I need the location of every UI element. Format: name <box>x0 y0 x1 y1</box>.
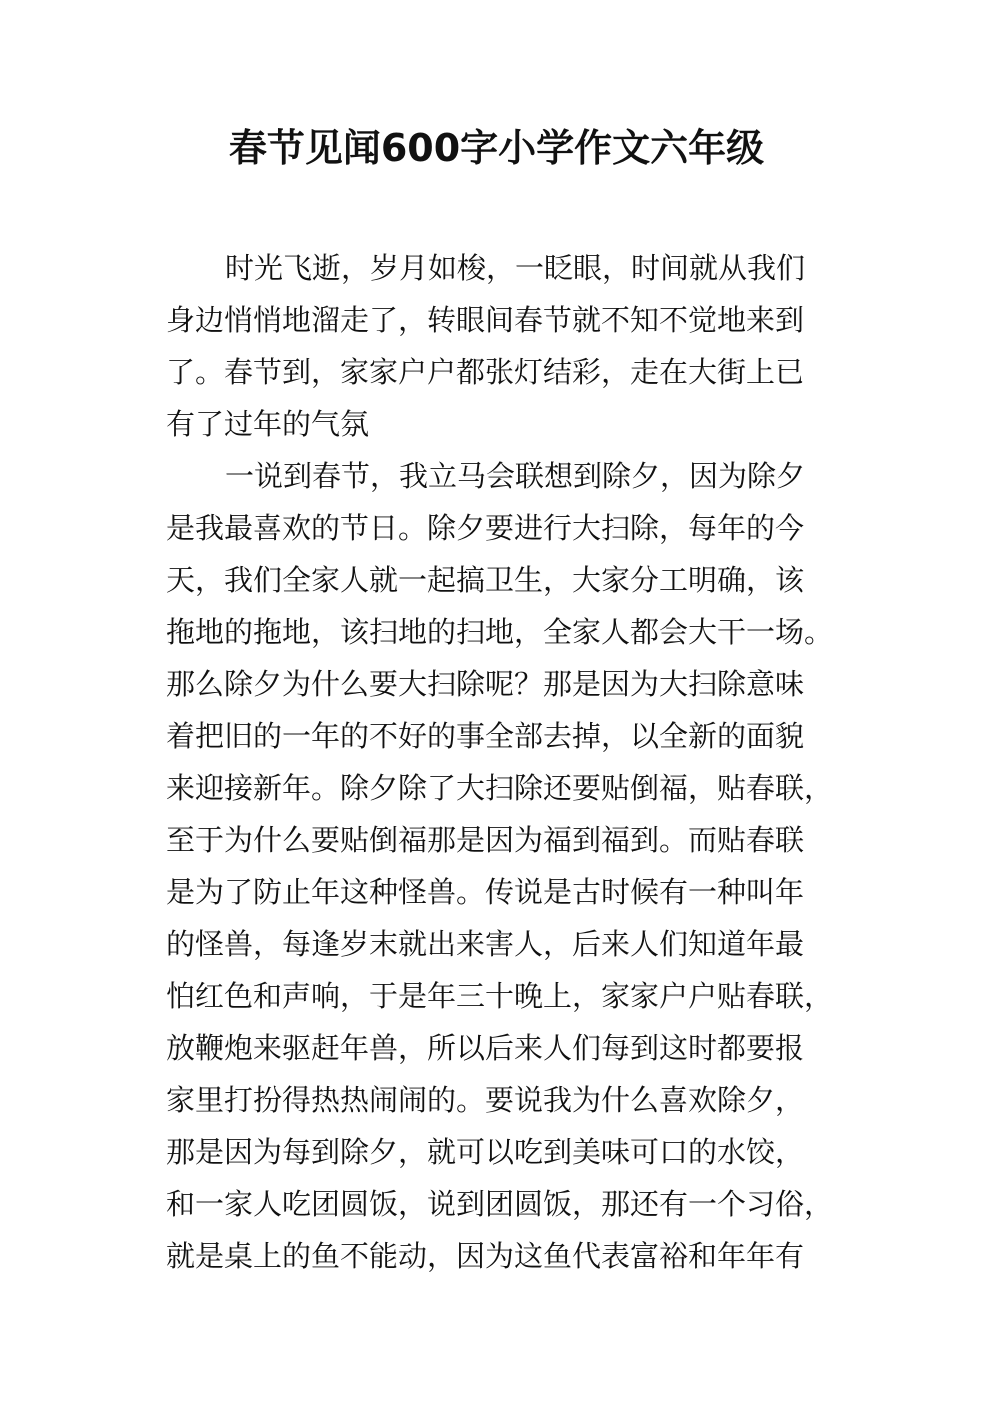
paragraph-line: 拖地的拖地，该扫地的扫地，全家人都会大干一场。 <box>166 615 834 649</box>
paragraph-line: 那么除夕为什么要大扫除呢？那是因为大扫除意味 <box>166 667 805 701</box>
paragraph-line: 那是因为每到除夕，就可以吃到美味可口的水饺， <box>166 1135 805 1169</box>
paragraph-line: 放鞭炮来驱赶年兽，所以后来人们每到这时都要报 <box>166 1031 805 1065</box>
paragraph-line: 至于为什么要贴倒福那是因为福到福到。而贴春联 <box>166 823 805 857</box>
paragraph-line: 了。春节到，家家户户都张灯结彩，走在大街上已 <box>166 355 805 389</box>
paragraph-line: 来迎接新年。除夕除了大扫除还要贴倒福，贴春联， <box>166 771 834 805</box>
paragraph-line: 怕红色和声响，于是年三十晚上，家家户户贴春联， <box>166 979 834 1013</box>
paragraph-line: 有了过年的气氛 <box>166 407 370 441</box>
paragraph-line: 是我最喜欢的节日。除夕要进行大扫除，每年的今 <box>166 511 805 545</box>
paragraph-line: 就是桌上的鱼不能动，因为这鱼代表富裕和年年有 <box>166 1239 805 1273</box>
paragraph-line: 家里打扮得热热闹闹的。要说我为什么喜欢除夕， <box>166 1083 805 1117</box>
paragraph-line: 的怪兽，每逢岁末就出来害人，后来人们知道年最 <box>166 927 805 961</box>
paragraph-line: 天，我们全家人就一起搞卫生，大家分工明确，该 <box>166 563 805 597</box>
paragraph-line: 一说到春节，我立马会联想到除夕，因为除夕 <box>225 459 806 493</box>
paragraph-line: 身边悄悄地溜走了，转眼间春节就不知不觉地来到 <box>166 303 805 337</box>
paragraph-line: 和一家人吃团圆饭，说到团圆饭，那还有一个习俗， <box>166 1187 834 1221</box>
paragraph-line: 是为了防止年这种怪兽。传说是古时候有一种叫年 <box>166 875 805 909</box>
paragraph-line: 时光飞逝，岁月如梭，一眨眼，时间就从我们 <box>225 251 806 285</box>
paragraph-line: 着把旧的一年的不好的事全部去掉，以全新的面貌 <box>166 719 805 753</box>
document-title: 春节见闻600字小学作文六年级 <box>228 126 765 170</box>
